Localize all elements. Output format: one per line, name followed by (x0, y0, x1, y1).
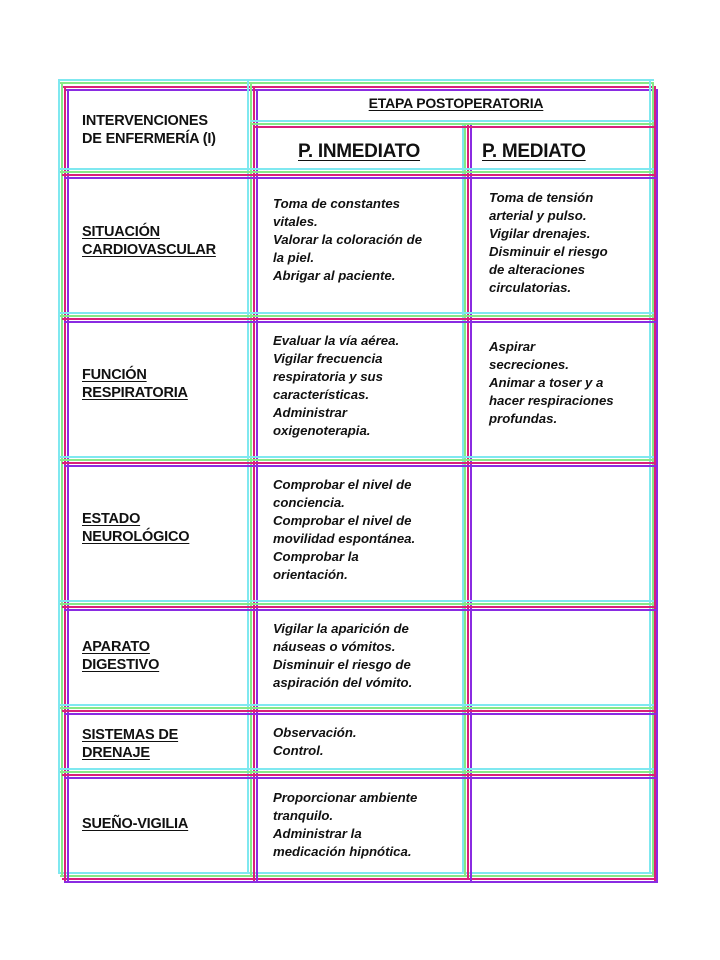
table-border-line (58, 872, 654, 874)
cell-text-line: Aspirar (489, 339, 536, 354)
column-header-mediato: P. MEDIATO (482, 141, 586, 162)
table-border-line (256, 89, 258, 883)
header-title-line: INTERVENCIONES (82, 113, 208, 129)
table-border-line (250, 82, 252, 877)
row-label-line: DIGESTIVO (82, 657, 160, 673)
stage-title: ETAPA POSTOPERATORIA (368, 95, 544, 111)
row-label-line: SISTEMAS DE (82, 727, 179, 743)
table-border-line (62, 878, 656, 880)
cell-text-line: Vigilar la aparición de (273, 621, 409, 636)
cell-text-line: Observación. (273, 725, 357, 740)
table-border-line (250, 120, 654, 122)
cell-inmediato-cardiovascular (273, 195, 459, 285)
row-label-line: SITUACIÓN (82, 224, 160, 240)
cell-text-line: conciencia. (273, 495, 345, 510)
table-border-line (467, 124, 469, 880)
table-border-line (58, 79, 654, 81)
column-header-inmediato: P. INMEDIATO (298, 141, 421, 162)
table-border-line (60, 82, 654, 84)
table-border-line (58, 704, 654, 706)
cell-inmediato-drenaje (273, 724, 459, 760)
cell-text-line: Valorar la coloración de (273, 232, 423, 247)
table-border-line (649, 79, 651, 874)
row-label-cardiovascular (82, 223, 247, 259)
table-border-line (64, 609, 658, 611)
header-title (82, 112, 247, 148)
table-border-line (64, 86, 66, 881)
cell-inmediato-respiratoria (273, 332, 459, 440)
cell-text-line: respiratoria y sus (273, 369, 383, 384)
cell-text-line: Disminuir el riesgo (489, 244, 608, 259)
row-label-drenaje (82, 726, 247, 762)
table-border-line (67, 89, 69, 883)
row-label-line: SUEÑO-VIGILIA (82, 816, 189, 832)
cell-text-line: oxigenoterapia. (273, 423, 371, 438)
cell-text-line: Toma de tensión (489, 190, 594, 205)
table-border-line (252, 123, 654, 125)
cell-text-line: profundas. (489, 411, 558, 426)
cell-text-line: Vigilar frecuencia (273, 351, 383, 366)
cell-text-line: Evaluar la vía aérea. (273, 333, 400, 348)
row-label-line: RESPIRATORIA (82, 385, 188, 401)
row-label-line: NEUROLÓGICO (82, 529, 190, 545)
cell-text-line: Comprobar la (273, 549, 359, 564)
cell-mediato-respiratoria (489, 338, 649, 428)
cell-text-line: secreciones. (489, 357, 569, 372)
cell-text-line: de alteraciones (489, 262, 586, 277)
cell-text-line: Animar a toser y a (489, 375, 604, 390)
cell-text-line: Toma de constantes (273, 196, 401, 211)
cell-text-line: circulatorias. (489, 280, 572, 295)
table-border-line (64, 465, 658, 467)
table-border-line (61, 82, 63, 877)
table-border-line (62, 774, 656, 776)
table-border-line (60, 771, 654, 773)
table-border-line (58, 312, 654, 314)
cell-mediato-cardiovascular (489, 189, 649, 297)
table-border-line (64, 713, 658, 715)
row-label-sueno-vigilia (82, 815, 247, 833)
row-label-line: DRENAJE (82, 745, 150, 761)
table-border-line (254, 126, 656, 128)
cell-text-line: medicación hipnótica. (273, 844, 412, 859)
row-label-line: ESTADO (82, 511, 141, 527)
cell-text-line: Proporcionar ambiente (273, 790, 418, 805)
table-border-line (64, 89, 656, 91)
table-border-line (60, 459, 654, 461)
cell-text-line: Vigilar drenajes. (489, 226, 591, 241)
table-border-line (253, 86, 255, 881)
cell-text-line: Comprobar el nivel de (273, 513, 412, 528)
table-border-line (58, 600, 654, 602)
table-border-line (62, 710, 656, 712)
cell-text-line: hacer respiraciones (489, 393, 614, 408)
cell-text-line: orientación. (273, 567, 348, 582)
table-border-line (62, 86, 654, 88)
cell-inmediato-digestivo (273, 620, 459, 692)
cell-text-line: la piel. (273, 250, 315, 265)
table-border-line (64, 881, 658, 883)
cell-text-line: Administrar (273, 405, 348, 420)
row-label-respiratoria (82, 366, 247, 402)
cell-text-line: vitales. (273, 214, 318, 229)
table-border-line (64, 777, 658, 779)
cell-text-line: movilidad espontánea. (273, 531, 416, 546)
table-border-line (62, 174, 656, 176)
table-border-line (58, 79, 60, 874)
table-border-line (58, 768, 654, 770)
table-border-line (58, 456, 654, 458)
table-border-line (60, 875, 654, 877)
cell-inmediato-neurologico (273, 476, 459, 584)
cell-text-line: características. (273, 387, 370, 402)
table-border-line (62, 318, 656, 320)
table-border-line (64, 321, 658, 323)
cell-text-line: Abrigar al paciente. (273, 268, 396, 283)
cell-text-line: tranquilo. (273, 808, 334, 823)
table-border-line (464, 124, 466, 876)
row-label-line: FUNCIÓN (82, 367, 147, 383)
table-border-line (60, 603, 654, 605)
table-border-line (58, 168, 654, 170)
row-label-line: APARATO (82, 639, 150, 655)
cell-text-line: Control. (273, 743, 324, 758)
header-title-line: DE ENFERMERÍA (I) (82, 131, 216, 147)
table-border-line (60, 315, 654, 317)
row-label-neurologico (82, 510, 247, 546)
table-border-line (60, 171, 654, 173)
table-border-line (60, 707, 654, 709)
table-border-line (656, 89, 658, 883)
cell-text-line: arterial y pulso. (489, 208, 587, 223)
row-label-line: CARDIOVASCULAR (82, 242, 216, 258)
cell-text-line: aspiración del vómito. (273, 675, 413, 690)
table-border-line (62, 606, 656, 608)
cell-text-line: Disminuir el riesgo de (273, 657, 411, 672)
cell-inmediato-sueno-vigilia (273, 789, 459, 861)
row-label-digestivo (82, 638, 247, 674)
cell-text-line: náuseas o vómitos. (273, 639, 396, 654)
cell-text-line: Comprobar el nivel de (273, 477, 412, 492)
table-border-line (64, 177, 658, 179)
table-border-line (62, 462, 656, 464)
table-border-line (247, 79, 249, 874)
cell-text-line: Administrar la (273, 826, 362, 841)
